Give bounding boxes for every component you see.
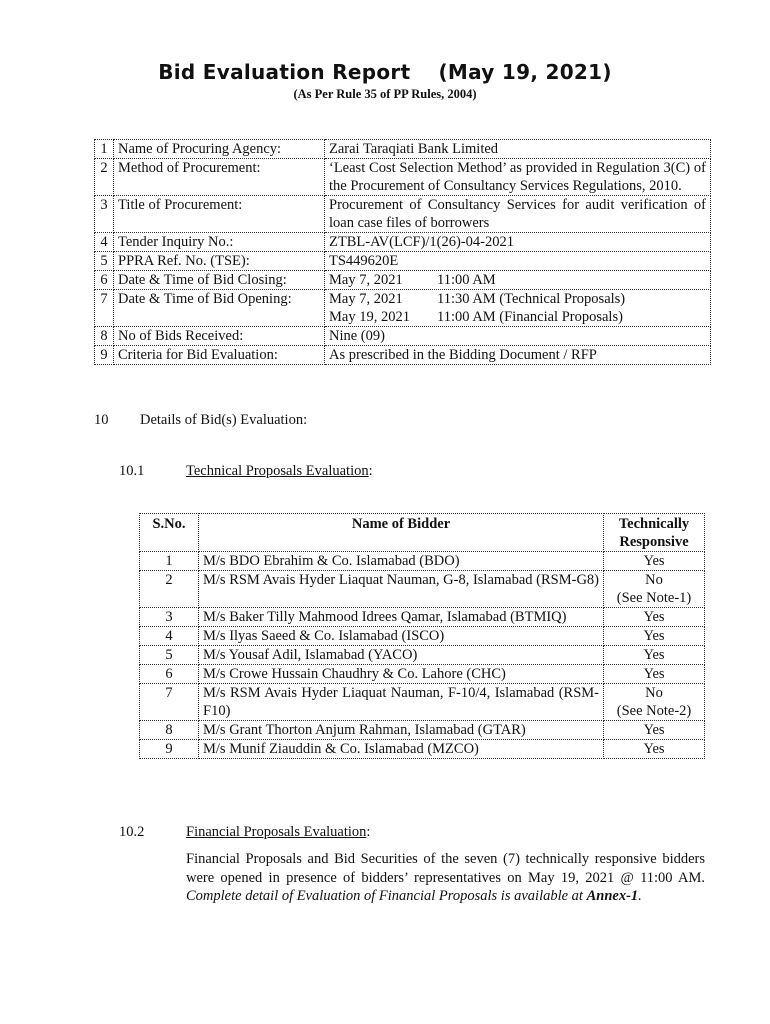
bidder-responsive-note: (See Note-1) [616, 590, 692, 606]
bidder-responsive: Yes [604, 665, 705, 684]
info-row [95, 346, 711, 365]
info-row-label: Criteria for Bid Evaluation: [114, 346, 325, 365]
bidder-name: M/s Crowe Hussain Chaudhry & Co. Lahore (CHC) [199, 665, 604, 684]
info-row-number: 9 [95, 346, 114, 365]
bid-closing-date: May 7, 2021 [329, 272, 403, 288]
report-subtitle: (As Per Rule 35 of PP Rules, 2004) [293, 87, 477, 101]
info-row-value: ZTBL-AV(LCF)/1(26)-04-2021 [325, 233, 711, 252]
report-title [0, 60, 770, 84]
bidder-responsive [604, 684, 705, 721]
report-title-date: (May 19, 2021) [438, 60, 612, 84]
info-row [95, 233, 711, 252]
bidder-sno: 5 [140, 646, 199, 665]
bidder-responsive: Yes [604, 721, 705, 740]
table-row [140, 665, 705, 684]
info-row [95, 140, 711, 159]
section-10-1-title: Technical Proposals Evaluation [186, 463, 369, 479]
info-row-value: ‘Least Cost Selection Method’ as provided in Regulation 3(C) of the Procurement of Consultancy Services Regulations, 2010. [325, 159, 711, 196]
procurement-info-table [94, 139, 711, 365]
info-row-label: Method of Procurement: [114, 159, 325, 196]
info-row-number: 3 [95, 196, 114, 233]
bidder-sno: 3 [140, 608, 199, 627]
bidder-sno: 1 [140, 552, 199, 571]
section-10-number: 10 [94, 412, 109, 428]
table-row [140, 571, 705, 608]
info-row-number: 7 [95, 290, 114, 327]
info-row [95, 196, 711, 233]
bidder-name: M/s RSM Avais Hyder Liaquat Nauman, G-8, Islamabad (RSM-G8) [199, 571, 604, 608]
section-10-2-colon: : [366, 824, 371, 840]
bidder-name: M/s Yousaf Adil, Islamabad (YACO) [199, 646, 604, 665]
info-row-number: 5 [95, 252, 114, 271]
bidder-responsive: Yes [604, 608, 705, 627]
info-row-label: Name of Procuring Agency: [114, 140, 325, 159]
bidder-responsive: Yes [604, 740, 705, 759]
info-row-label: Title of Procurement: [114, 196, 325, 233]
info-row-value: TS449620E [325, 252, 711, 271]
table-row [140, 552, 705, 571]
table-row [140, 721, 705, 740]
bidder-responsive-note: (See Note-2) [616, 703, 692, 719]
column-header-responsive-line2: Responsive [619, 534, 689, 550]
technical-evaluation-table [139, 513, 705, 759]
table-row [140, 684, 705, 721]
paragraph-text: Financial Proposals and Bid Securities of the seven (7) technically responsive bidders were opened in presence of bidders’ representatives on May 19, 2021 @ 11:00 AM. [186, 851, 705, 886]
table-row [140, 646, 705, 665]
section-10-2-heading [186, 824, 370, 841]
column-header-bidder: Name of Bidder [199, 514, 604, 552]
bidder-sno: 9 [140, 740, 199, 759]
column-header-responsive-line1: Technically [618, 516, 690, 532]
column-header-responsive [604, 514, 705, 552]
technical-opening-time: 11:30 AM (Technical Proposals) [437, 291, 626, 307]
bidder-name: M/s Grant Thorton Anjum Rahman, Islamabad (GTAR) [199, 721, 604, 740]
annex-reference: Annex-1 [586, 888, 639, 904]
info-row-value: As prescribed in the Bidding Document / RFP [325, 346, 711, 365]
bidder-sno: 7 [140, 684, 199, 721]
financial-opening-date: May 19, 2021 [329, 309, 410, 325]
info-row-value: Zarai Taraqiati Bank Limited [325, 140, 711, 159]
section-10-1-number: 10.1 [119, 463, 145, 479]
info-row-value [325, 290, 711, 327]
financial-opening-time: 11:00 AM (Financial Proposals) [437, 309, 623, 325]
bidder-sno: 4 [140, 627, 199, 646]
info-row-number: 8 [95, 327, 114, 346]
info-row [95, 327, 711, 346]
bidder-sno: 6 [140, 665, 199, 684]
bidder-responsive: Yes [604, 627, 705, 646]
section-10-title: Details of Bid(s) Evaluation: [140, 412, 308, 428]
report-title-main: Bid Evaluation Report [158, 60, 411, 84]
bidder-name: M/s RSM Avais Hyder Liaquat Nauman, F-10/4, Islamabad (RSM-F10) [199, 684, 604, 721]
bidder-responsive-status: No [645, 572, 663, 588]
bidder-responsive [604, 571, 705, 608]
info-row-value: Nine (09) [325, 327, 711, 346]
info-row-number: 2 [95, 159, 114, 196]
bidder-name: M/s Ilyas Saeed & Co. Islamabad (ISCO) [199, 627, 604, 646]
bidder-name: M/s Baker Tilly Mahmood Idrees Qamar, Islamabad (BTMIQ) [199, 608, 604, 627]
table-header-row [140, 514, 705, 552]
bidder-name: M/s Munif Ziauddin & Co. Islamabad (MZCO) [199, 740, 604, 759]
section-10-2-number: 10.2 [119, 824, 145, 840]
paragraph-italic: Complete detail of Evaluation of Financial Proposals is available at [186, 888, 587, 904]
info-row-label: Tender Inquiry No.: [114, 233, 325, 252]
info-row-value: Procurement of Consultancy Services for audit verification of loan case files of borrowers [325, 196, 711, 233]
info-row-number: 1 [95, 140, 114, 159]
info-row-number: 4 [95, 233, 114, 252]
technical-opening-date: May 7, 2021 [329, 291, 403, 307]
section-10-1-heading [186, 463, 373, 480]
info-row-value [325, 271, 711, 290]
info-row [95, 159, 711, 196]
paragraph-end: . [638, 888, 642, 904]
info-row-label: Date & Time of Bid Opening: [114, 290, 325, 327]
financial-evaluation-paragraph [186, 850, 705, 906]
info-row-number: 6 [95, 271, 114, 290]
bidder-responsive-status: No [645, 685, 663, 701]
section-10-1-colon: : [368, 463, 373, 479]
info-row [95, 271, 711, 290]
bidder-sno: 2 [140, 571, 199, 608]
table-row [140, 740, 705, 759]
info-row [95, 252, 711, 271]
info-row-label: No of Bids Received: [114, 327, 325, 346]
bidder-sno: 8 [140, 721, 199, 740]
info-row-label: PPRA Ref. No. (TSE): [114, 252, 325, 271]
info-row-label: Date & Time of Bid Closing: [114, 271, 325, 290]
bidder-name: M/s BDO Ebrahim & Co. Islamabad (BDO) [199, 552, 604, 571]
paragraph-italic-text [186, 888, 642, 904]
bid-closing-time: 11:00 AM [437, 272, 496, 288]
bidder-responsive: Yes [604, 646, 705, 665]
table-row [140, 608, 705, 627]
table-row [140, 627, 705, 646]
bidder-responsive: Yes [604, 552, 705, 571]
section-10-2-title: Financial Proposals Evaluation [186, 824, 367, 840]
info-row [95, 290, 711, 327]
column-header-sno: S.No. [140, 514, 199, 552]
